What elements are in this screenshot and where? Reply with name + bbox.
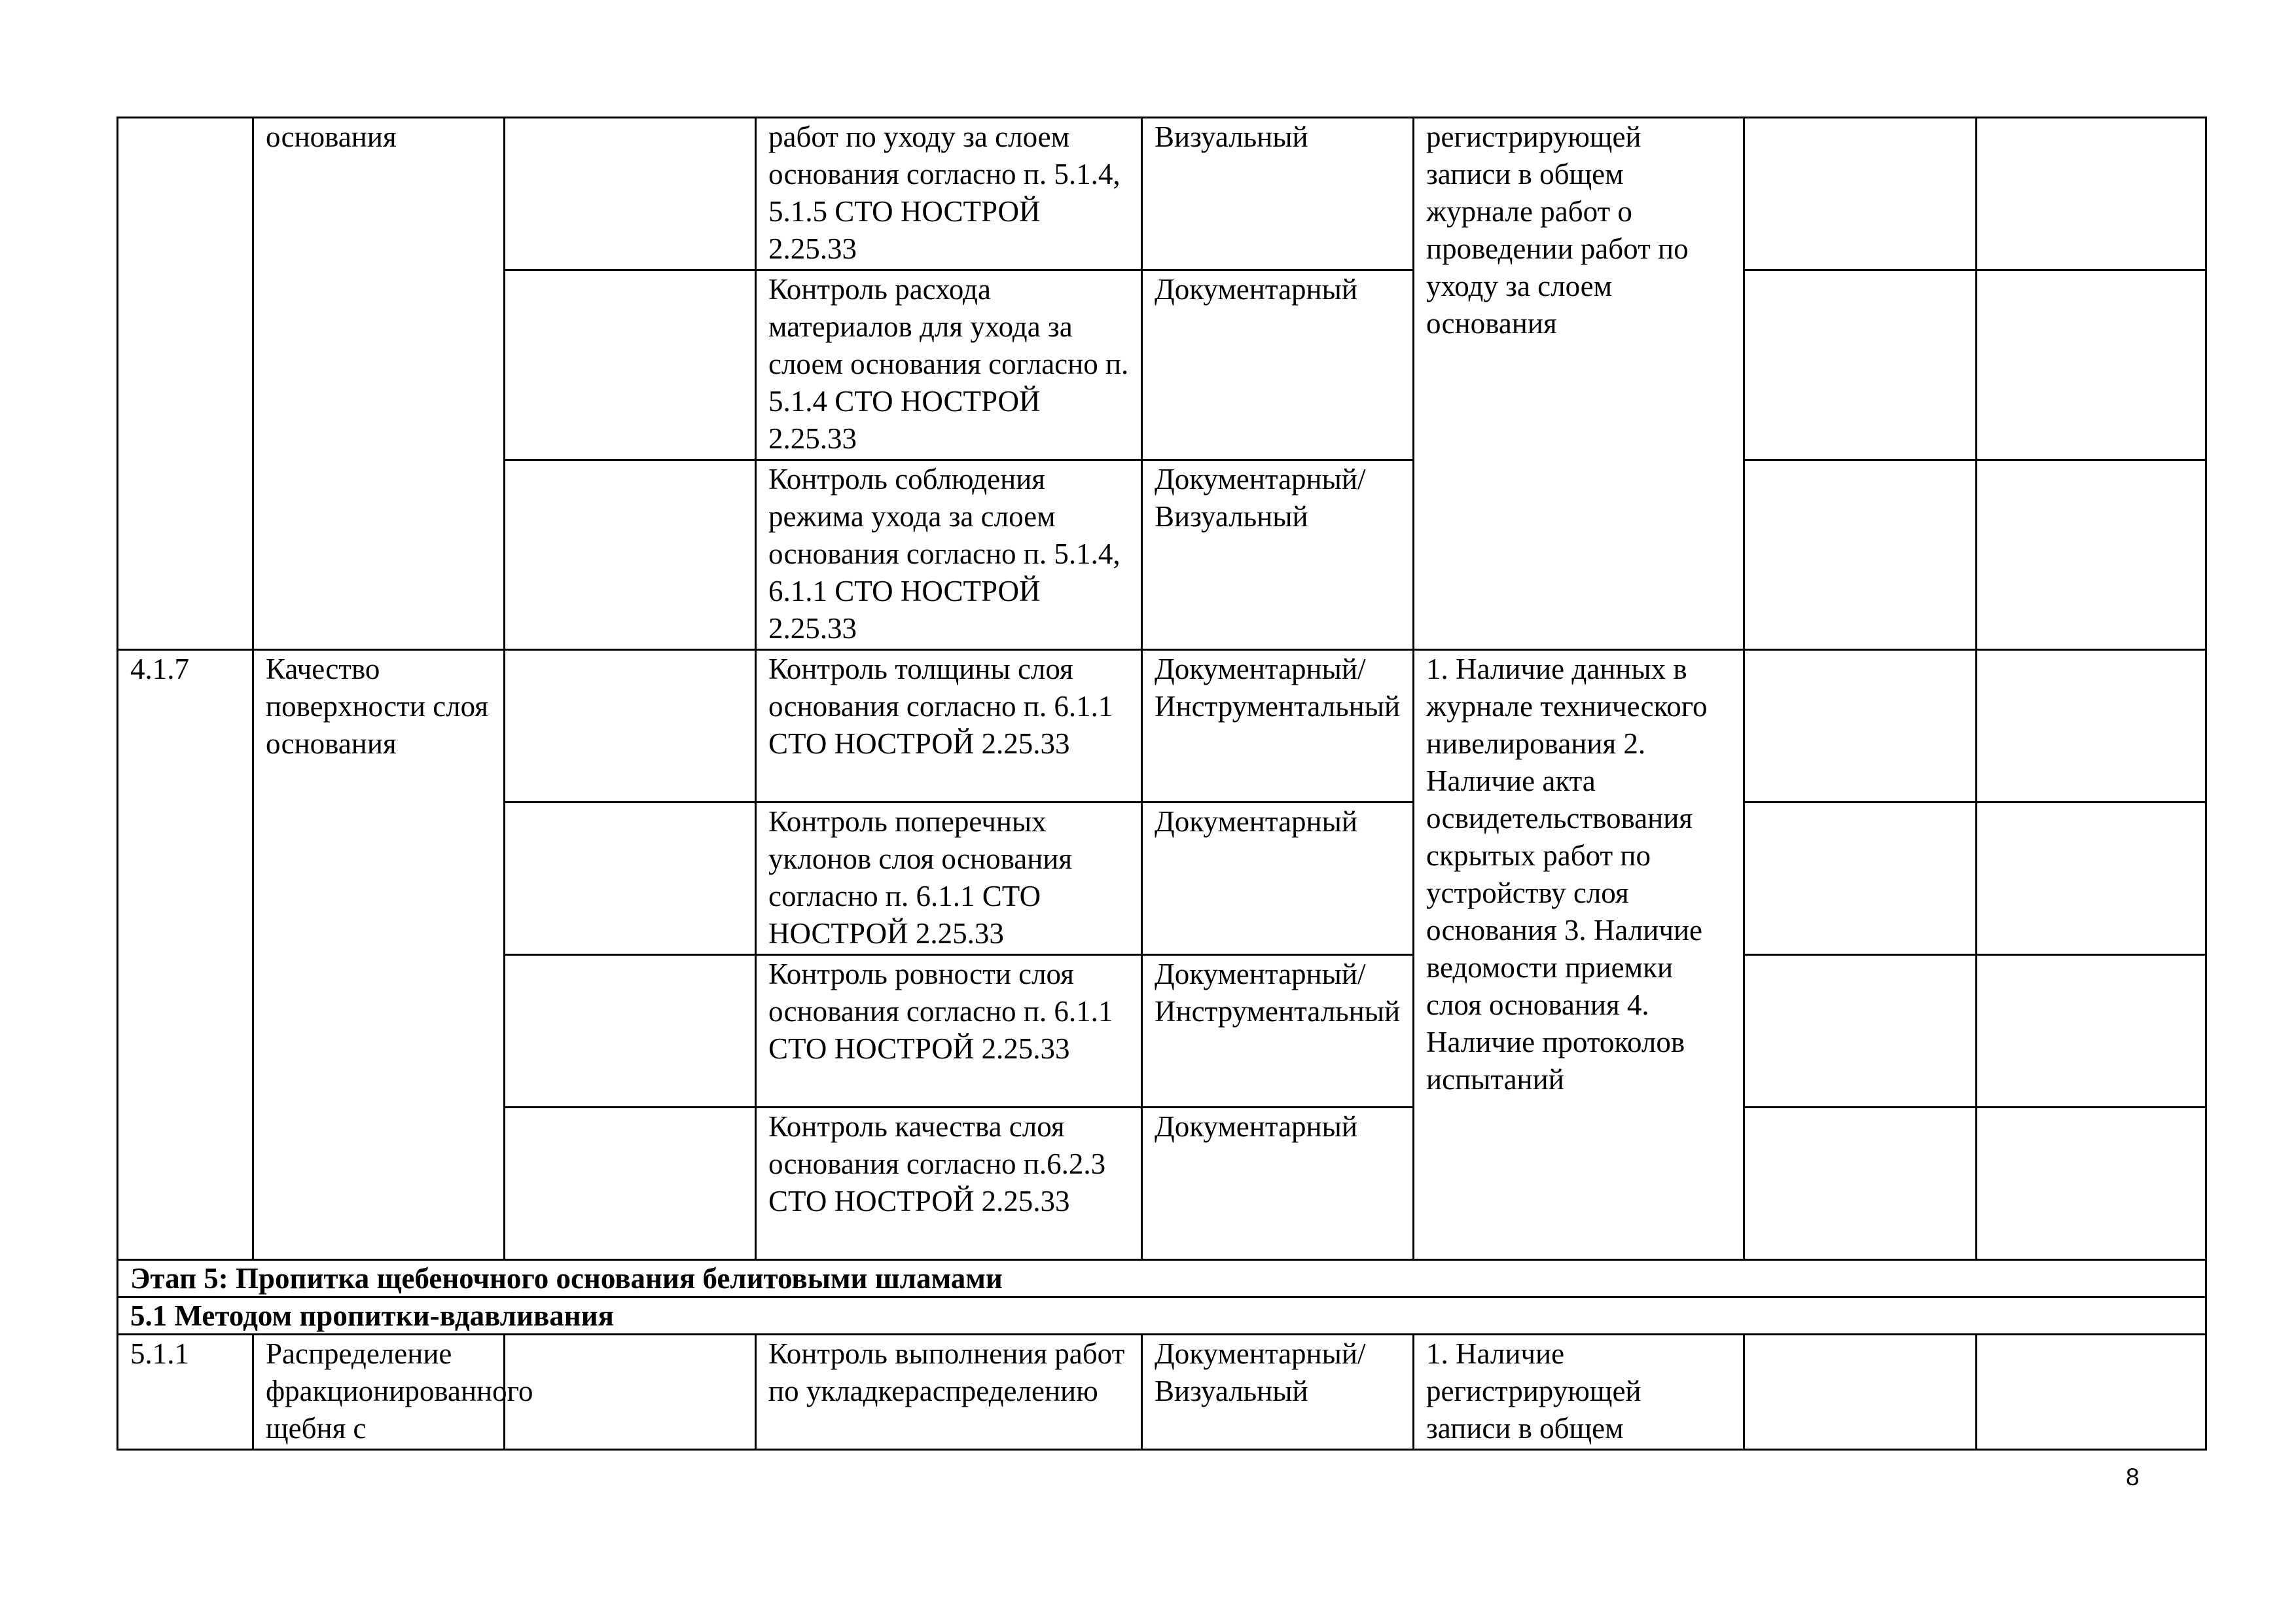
- cell-blank: [505, 650, 756, 803]
- cell-blank: [505, 1108, 756, 1260]
- cell-empty: [1977, 650, 2206, 803]
- cell-empty: [1744, 270, 1977, 460]
- cell-number: 4.1.7: [118, 650, 253, 1260]
- cell-control: Контроль выполнения работ по укладкераспределению: [756, 1335, 1142, 1450]
- table-row: [118, 1335, 2206, 1450]
- cell-blank: [505, 270, 756, 460]
- cell-method: Документарный: [1142, 270, 1414, 460]
- cell-empty: [1977, 955, 2206, 1108]
- cell-method: Документарный/ Визуальный: [1142, 1335, 1414, 1450]
- inspection-table: [117, 117, 2207, 1451]
- cell-item: Качество поверхности слоя основания: [253, 650, 505, 1260]
- cell-empty: [1744, 1335, 1977, 1450]
- stage-heading: Этап 5: Пропитка щебеночного основания белитовыми шламами: [118, 1260, 2206, 1297]
- cell-method: Визуальный: [1142, 118, 1414, 270]
- cell-method: Документарный: [1142, 803, 1414, 955]
- cell-control: Контроль расхода материалов для ухода за слоем основания согласно п. 5.1.4 СТО НОСТРОЙ 2.25.33: [756, 270, 1142, 460]
- cell-document: 1. Наличие регистрирующей записи в общем: [1414, 1335, 1744, 1450]
- cell-empty: [1977, 1335, 2206, 1450]
- page-number: 8: [2126, 1464, 2140, 1490]
- cell-empty: [1744, 1108, 1977, 1260]
- cell-control: Контроль качества слоя основания согласно п.6.2.3 СТО НОСТРОЙ 2.25.33: [756, 1108, 1142, 1260]
- cell-method: Документарный/ Инструментальный: [1142, 955, 1414, 1108]
- cell-empty: [1744, 460, 1977, 650]
- stage-heading-row: [118, 1260, 2206, 1297]
- cell-document: регистрирующей записи в общем журнале работ о проведении работ по уходу за слоем основания: [1414, 118, 1744, 650]
- cell-empty: [1744, 118, 1977, 270]
- cell-empty: [1977, 1108, 2206, 1260]
- cell-blank: [505, 460, 756, 650]
- cell-item: основания: [253, 118, 505, 650]
- table-row: [118, 118, 2206, 270]
- cell-number: 5.1.1: [118, 1335, 253, 1450]
- cell-empty: [1977, 118, 2206, 270]
- cell-control: Контроль поперечных уклонов слоя основания согласно п. 6.1.1 СТО НОСТРОЙ 2.25.33: [756, 803, 1142, 955]
- section-heading: 5.1 Методом пропитки-вдавливания: [118, 1297, 2206, 1335]
- cell-empty: [1977, 460, 2206, 650]
- cell-method: Документарный/ Визуальный: [1142, 460, 1414, 650]
- cell-method: Документарный/ Инструментальный: [1142, 650, 1414, 803]
- cell-empty: [1744, 803, 1977, 955]
- table-row: [118, 650, 2206, 803]
- cell-blank: [505, 955, 756, 1108]
- cell-empty: [1977, 803, 2206, 955]
- cell-blank: [505, 118, 756, 270]
- cell-control: Контроль толщины слоя основания согласно п. 6.1.1 СТО НОСТРОЙ 2.25.33: [756, 650, 1142, 803]
- cell-blank: [505, 803, 756, 955]
- cell-method: Документарный: [1142, 1108, 1414, 1260]
- cell-empty: [1744, 650, 1977, 803]
- cell-control: Контроль соблюдения режима ухода за слоем основания согласно п. 5.1.4, 6.1.1 СТО НОСТРОЙ 2.25.33: [756, 460, 1142, 650]
- cell-item: Распределение фракционированного щебня с: [253, 1335, 505, 1450]
- cell-number: [118, 118, 253, 650]
- cell-blank: [505, 1335, 756, 1450]
- cell-empty: [1744, 955, 1977, 1108]
- cell-control: Контроль ровности слоя основания согласно п. 6.1.1 СТО НОСТРОЙ 2.25.33: [756, 955, 1142, 1108]
- cell-document: 1. Наличие данных в журнале технического нивелирования 2. Наличие акта освидетельствования скрытых работ по устройству слоя основания 3. Наличие ведомости приемки слоя основания 4. Наличие протоколов испытаний: [1414, 650, 1744, 1260]
- cell-empty: [1977, 270, 2206, 460]
- cell-control: работ по уходу за слоем основания согласно п. 5.1.4, 5.1.5 СТО НОСТРОЙ 2.25.33: [756, 118, 1142, 270]
- section-heading-row: [118, 1297, 2206, 1335]
